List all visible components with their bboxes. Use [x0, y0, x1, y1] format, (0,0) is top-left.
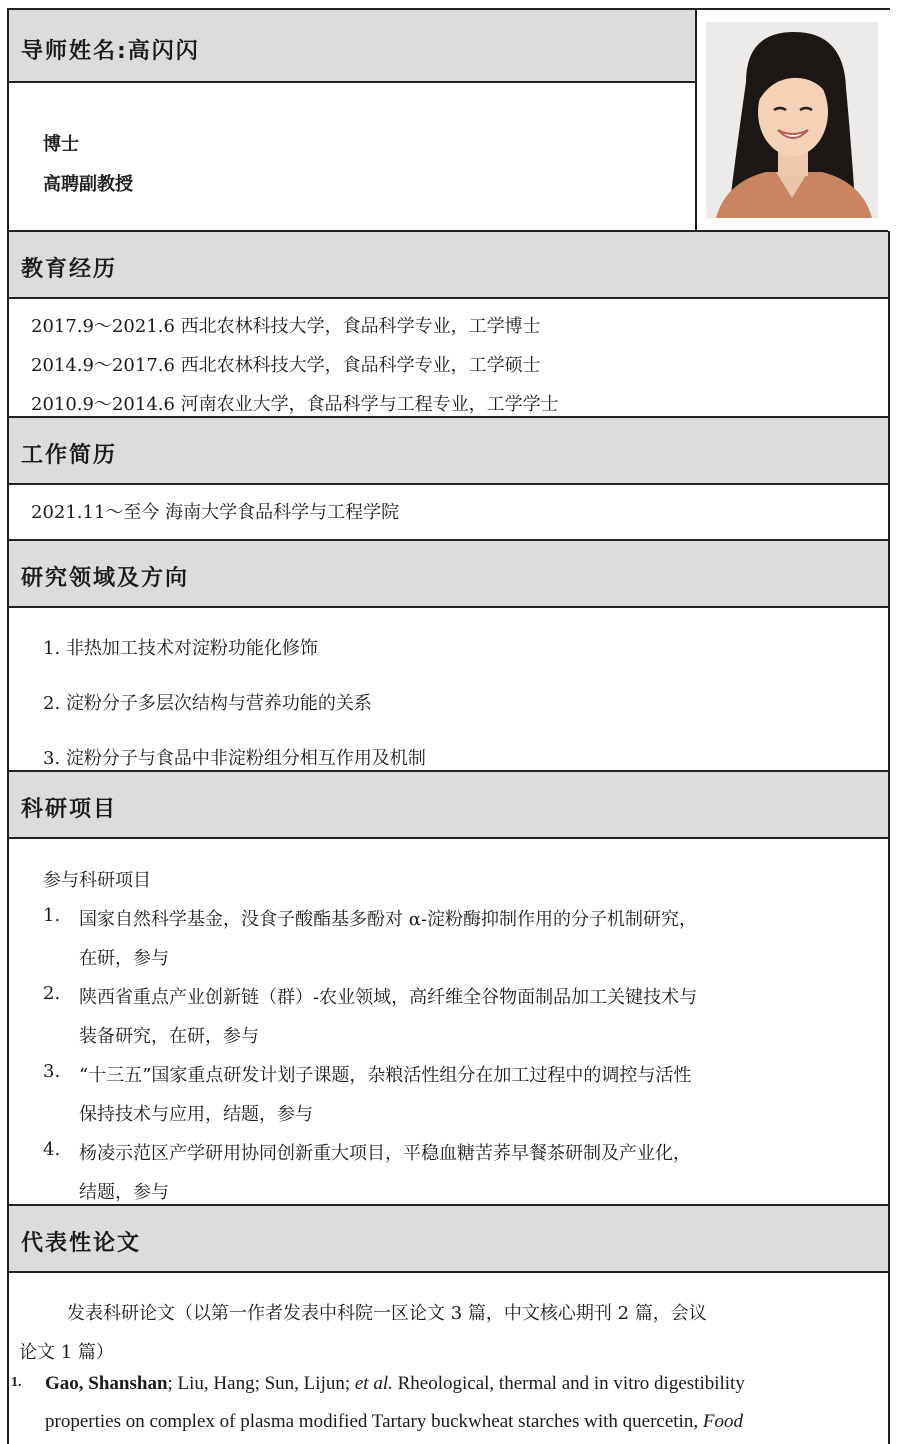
project-line: 国家自然科学基金，没食子酸酯基多酚对 α-淀粉酶抑制作用的分子机制研究， [79, 909, 697, 930]
project-line: 装备研究，在研，参与 [79, 1026, 259, 1047]
project-number: 3. [43, 1061, 61, 1082]
papers-title: 代表性论文 [21, 1231, 142, 1256]
portrait-photo [706, 22, 878, 218]
work-title: 工作简历 [21, 443, 118, 468]
projects-header [9, 772, 888, 839]
paper-journal: Food [702, 1411, 743, 1432]
paper-citation-line1 [45, 1373, 745, 1395]
education-header [9, 232, 888, 299]
name-header [9, 10, 695, 83]
work-header [9, 418, 888, 485]
projects-title: 科研项目 [21, 797, 118, 822]
position-text: 高聘副教授 [43, 174, 133, 195]
paper-etal: et al. [354, 1373, 393, 1394]
project-number: 2. [43, 983, 61, 1004]
degree-text: 博士 [43, 134, 79, 155]
paper-title-end: properties on complex of plasma modified Tartary buckwheat starches with quercetin, [45, 1411, 703, 1432]
paper-number: 1. [11, 1375, 22, 1390]
paper-title-start: Rheological, thermal and in vitro digestibility [392, 1373, 745, 1394]
profile-sheet [7, 8, 890, 1444]
project-line: “十三五”国家重点研发计划子课题，杂粮活性组分在加工过程中的调控与活性 [79, 1065, 692, 1086]
research-item: 3. 淀粉分子与食品中非淀粉组分相互作用及机制 [43, 748, 426, 769]
education-item: 2014.9～2017.6 西北农林科技大学，食品科学专业，工学硕士 [31, 355, 541, 376]
project-line: 结题，参与 [79, 1182, 169, 1203]
project-line: 陕西省重点产业创新链（群）-农业领域，高纤维全谷物面制品加工关键技术与 [79, 987, 698, 1008]
project-number: 1. [43, 905, 61, 926]
education-title: 教育经历 [21, 257, 118, 282]
research-item: 2. 淀粉分子多层次结构与营养功能的关系 [43, 693, 372, 714]
paper-author: Gao, Shanshan [45, 1373, 168, 1394]
education-item: 2010.9～2014.6 河南农业大学，食品科学与工程专业，工学学士 [31, 394, 559, 415]
research-title: 研究领域及方向 [21, 566, 190, 591]
photo-cell [695, 10, 890, 231]
papers-header [9, 1206, 888, 1273]
paper-citation-line2 [45, 1411, 743, 1433]
advisor-name: 导师姓名:高闪闪 [21, 39, 200, 64]
project-line: 保持技术与应用，结题，参与 [79, 1104, 313, 1125]
project-line: 杨凌示范区产学研用协同创新重大项目，平稳血糖苦荞早餐茶研制及产业化， [79, 1143, 691, 1164]
project-number: 4. [43, 1139, 61, 1160]
education-item: 2017.9～2021.6 西北农林科技大学，食品科学专业，工学博士 [31, 316, 541, 337]
research-header [9, 541, 888, 608]
research-item: 1. 非热加工技术对淀粉功能化修饰 [43, 638, 318, 659]
paper-coauthors: ; Liu, Hang; Sun, Lijun; [167, 1373, 355, 1394]
papers-intro: 论文 1 篇） [19, 1342, 114, 1363]
project-line: 在研，参与 [79, 948, 169, 969]
projects-intro: 参与科研项目 [43, 870, 151, 891]
papers-intro: 发表科研论文（以第一作者发表中科院一区论文 3 篇，中文核心期刊 2 篇，会议 [67, 1303, 707, 1324]
work-item: 2021.11～至今 海南大学食品科学与工程学院 [31, 502, 400, 523]
